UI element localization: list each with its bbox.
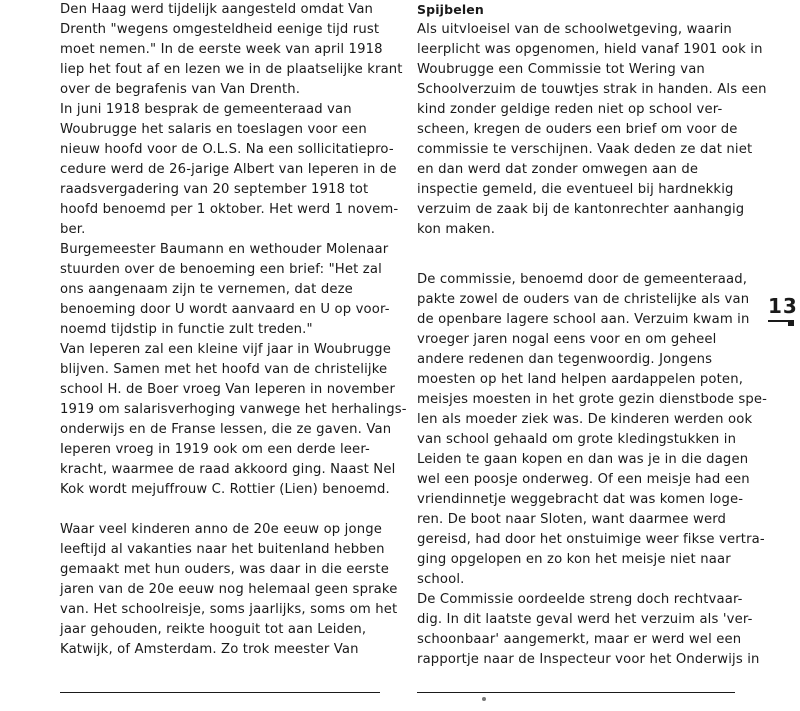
text-line: hoofd benoemd per 1 oktober. Het werd 1 novem-: [60, 202, 399, 217]
text-line: Als uitvloeisel van de schoolwetgeving, waarin: [417, 22, 732, 37]
text-line: van. Het schoolreisje, soms jaarlijks, soms om het: [60, 602, 398, 617]
text-line: en dan werd dat zonder omwegen aan de: [417, 162, 699, 177]
text-line: stuurden over de benoeming een brief: "Het zal: [60, 262, 382, 277]
text-line: Ieperen vroeg in 1919 ook om een derde leer-: [60, 442, 370, 457]
text-line: inspectie gemeld, die eventueel bij hardnekkig: [417, 182, 734, 197]
text-line: verzuim de zaak bij de kantonrechter aanhangig: [417, 202, 745, 217]
page-number: 13: [768, 294, 798, 318]
text-line: kind zonder geldige reden niet op school ver-: [417, 102, 723, 117]
text-line: scheen, kregen de ouders een brief om voor de: [417, 122, 738, 137]
text-line: gemaakt met hun ouders, was daar in die eerste: [60, 562, 390, 577]
text-line: pakte zowel de ouders van de christelijke als van: [417, 292, 750, 307]
text-line: schoonbaar' aangemerkt, maar er werd wel een: [417, 632, 742, 647]
text-line: leerplicht was opgenomen, hield vanaf 1901 ook in: [417, 42, 763, 57]
text-line: jaar gehouden, reikte hooguit tot aan Leiden,: [60, 622, 367, 637]
text-line: moet nemen." In de eerste week van april 1918: [60, 42, 383, 57]
text-line: wel een poosje onderweg. Of een meisje had een: [417, 472, 750, 487]
text-line: jaren van de 20e eeuw nog helemaal geen sprake: [60, 582, 398, 597]
text-line: rapportje naar de Inspecteur voor het Onderwijs in: [417, 652, 760, 667]
text-line: 1919 om salarisverhoging vanwege het herhalings-: [60, 402, 407, 417]
text-line: Van Ieperen zal een kleine vijf jaar in Woubrugge: [60, 342, 391, 357]
text-line: Katwijk, of Amsterdam. Zo trok meester Van: [60, 642, 359, 657]
text-line: Waar veel kinderen anno de 20e eeuw op jonge: [60, 522, 382, 537]
text-line: onderwijs en de Franse lessen, die ze gaven. Van: [60, 422, 392, 437]
text-line: nieuw hoofd voor de O.L.S. Na een sollicitatiepro-: [60, 142, 394, 157]
text-line: Schoolverzuim de touwtjes strak in handen. Als een: [417, 82, 767, 97]
text-line: leeftijd al vakanties naar het buitenland hebben: [60, 542, 385, 557]
text-line: Den Haag werd tijdelijk aangesteld omdat Van: [60, 2, 374, 17]
text-line: gereisd, had door het onstuimige weer fikse vertra-: [417, 532, 765, 547]
text-line: Burgemeester Baumann en wethouder Molenaar: [60, 242, 389, 257]
text-line: ren. De boot naar Sloten, want daarmee werd: [417, 512, 727, 527]
text-line: vriendinnetje weggebracht dat was komen loge-: [417, 492, 744, 507]
footer-rule-right: [417, 692, 735, 693]
footer-rule-left: [60, 692, 380, 693]
text-line: vroeger jaren nogal eens voor en om geheel: [417, 332, 717, 347]
text-line: commissie te verschijnen. Vaak deden ze dat niet: [417, 142, 753, 157]
text-line: van school gehaald om grote kledingstukken in: [417, 432, 737, 447]
text-line: kracht, waarmee de raad akkoord ging. Naast Nel: [60, 462, 396, 477]
text-line: de openbare lagere school aan. Verzuim kwam in: [417, 312, 750, 327]
text-line: Drenth "wegens omgesteldheid eenige tijd rust: [60, 22, 380, 37]
text-line: De Commissie oordeelde streng doch rechtvaar-: [417, 592, 743, 607]
text-line: raadsvergadering van 20 september 1918 tot: [60, 182, 369, 197]
text-line: meisjes moesten in het grote gezin dienstbode spe-: [417, 392, 768, 407]
text-line: ging opgelopen en zo kon het meisje niet naar: [417, 552, 731, 567]
text-line: andere redenen dan tegenwoordig. Jongens: [417, 352, 713, 367]
text-line: cedure werd de 26-jarige Albert van Ieperen in de: [60, 162, 397, 177]
text-line: len als moeder ziek was. De kinderen werden ook: [417, 412, 753, 427]
text-line: Kok wordt mejuffrouw C. Rottier (Lien) benoemd.: [60, 482, 390, 497]
text-line: blijven. Samen met het hoofd van de christelijke: [60, 362, 388, 377]
text-line: De commissie, benoemd door de gemeenteraad,: [417, 272, 748, 287]
text-line: moesten op het land helpen aardappelen poten,: [417, 372, 744, 387]
text-line: dig. In dit laatste geval werd het verzuim als 'ver-: [417, 612, 753, 627]
text-line: over de begrafenis van Van Drenth.: [60, 82, 301, 97]
text-line: school H. de Boer vroeg Van Ieperen in november: [60, 382, 396, 397]
text-line: Woubrugge het salaris en toeslagen voor een: [60, 122, 367, 137]
scan-speck: [482, 697, 486, 701]
text-line: In juni 1918 besprak de gemeenteraad van: [60, 102, 352, 117]
section-heading: Spijbelen: [417, 2, 484, 17]
text-line: ons aangenaam zijn te vernemen, dat deze: [60, 282, 353, 297]
text-line: kon maken.: [417, 222, 496, 237]
text-line: noemd tijdstip in functie zult treden.": [60, 322, 313, 337]
text-line: benoeming door U wordt aanvaard en U op voor-: [60, 302, 390, 317]
text-line: Leiden te gaan kopen en dan was je in die dagen: [417, 452, 749, 467]
text-line: Woubrugge een Commissie tot Wering van: [417, 62, 705, 77]
page-number-tick: [788, 320, 794, 326]
text-line: school.: [417, 572, 465, 587]
text-line: ber.: [60, 222, 86, 237]
text-line: liep het fout af en lezen we in de plaatselijke krant: [60, 62, 403, 77]
